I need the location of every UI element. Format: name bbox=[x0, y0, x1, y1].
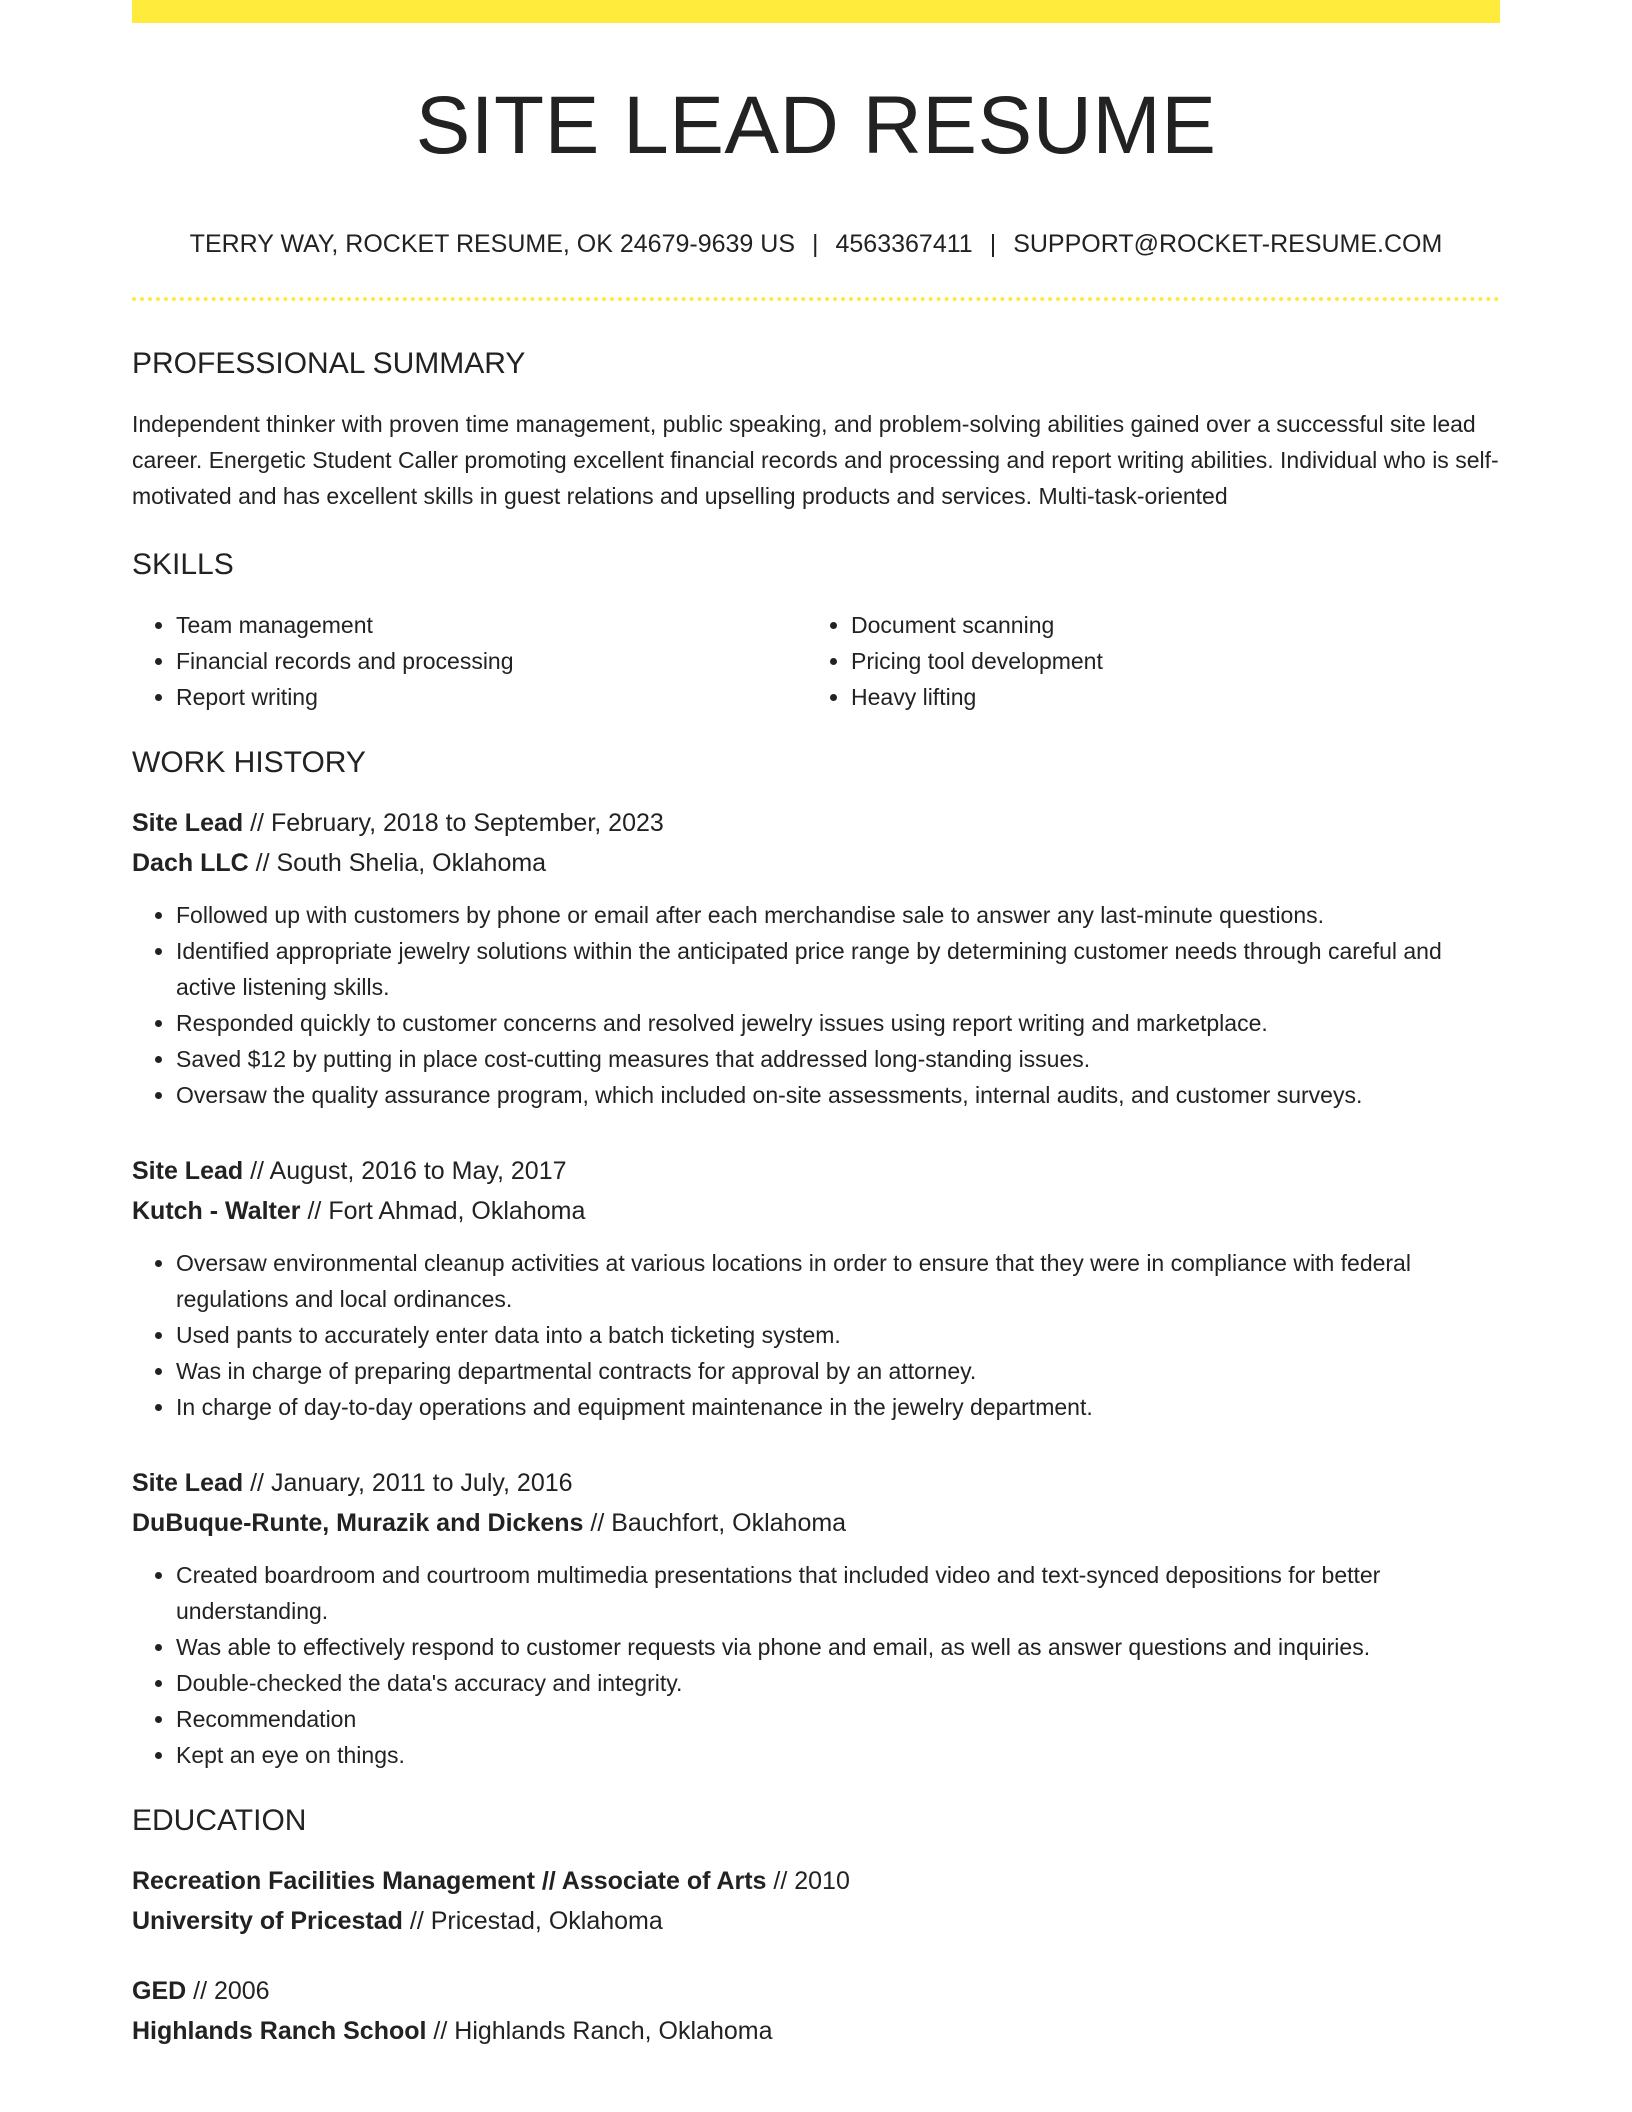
job-location: // Fort Ahmad, Oklahoma bbox=[300, 1197, 586, 1225]
job-company: DuBuque-Runte, Murazik and Dickens bbox=[132, 1509, 584, 1537]
duty-item: • Responded quickly to customer concerns and resolved jewelry issues using report writing and marketplace. bbox=[176, 1005, 1500, 1041]
resume-page bbox=[132, 0, 1500, 2051]
skill-item: • Report writing bbox=[176, 679, 807, 715]
skills-column-left bbox=[132, 607, 807, 715]
education-entry bbox=[132, 1861, 1500, 1941]
duty-item: • Followed up with customers by phone or email after each merchandise sale to answer any last-minute questions. bbox=[176, 897, 1500, 933]
job-title: Site Lead bbox=[132, 809, 244, 837]
job-location: // South Shelia, Oklahoma bbox=[248, 849, 547, 877]
duty-item: • Used pants to accurately enter data into a batch ticketing system. bbox=[176, 1317, 1500, 1353]
duty-item: • Oversaw environmental cleanup activities at various locations in order to ensure that they were in compliance with federal regulations and local ordinances. bbox=[176, 1245, 1500, 1317]
job-dates: // February, 2018 to September, 2023 bbox=[243, 809, 664, 837]
job-entry bbox=[132, 803, 1500, 1113]
resume-title: SITE LEAD RESUME bbox=[415, 80, 1217, 171]
job-dates: // August, 2016 to May, 2017 bbox=[243, 1157, 567, 1185]
contact-phone: 4563367411 bbox=[835, 230, 973, 258]
education-entry bbox=[132, 1971, 1500, 2051]
job-company-line bbox=[132, 1191, 1500, 1231]
degree-year: // 2006 bbox=[186, 1977, 270, 2005]
job-duties bbox=[132, 897, 1500, 1113]
job-company-line bbox=[132, 1503, 1500, 1543]
work-history-heading: WORK HISTORY bbox=[132, 746, 366, 779]
job-duties bbox=[132, 1557, 1500, 1773]
duty-item: • Created boardroom and courtroom multimedia presentations that included video and text-synced depositions for better understanding. bbox=[176, 1557, 1500, 1629]
skill-item: • Financial records and processing bbox=[176, 643, 807, 679]
skills-heading: SKILLS bbox=[132, 548, 234, 581]
job-company: Kutch - Walter bbox=[132, 1197, 301, 1225]
duty-item: • Identified appropriate jewelry solutions within the anticipated price range by determining customer needs through careful and active listening skills. bbox=[176, 933, 1500, 1005]
duty-item: • Kept an eye on things. bbox=[176, 1737, 1500, 1773]
duty-item: • In charge of day-to-day operations and equipment maintenance in the jewelry department. bbox=[176, 1389, 1500, 1425]
degree: Recreation Facilities Management // Associate of Arts bbox=[132, 1867, 767, 1895]
contact-address: TERRY WAY, ROCKET RESUME, OK 24679-9639 US bbox=[189, 230, 795, 258]
job-company-line bbox=[132, 843, 1500, 883]
summary-text: Independent thinker with proven time management, public speaking, and problem-solving abilities gained over a successful site lead career. Energetic Student Caller promoting excellent financial records and processing and report writing abilities. Individual who is self-motivated and has excellent skills in guest relations and upselling products and services. Multi-task-oriented bbox=[132, 411, 1499, 509]
duty-item: • Double-checked the data's accuracy and integrity. bbox=[176, 1665, 1500, 1701]
school-line bbox=[132, 1901, 1500, 1941]
duty-item: • Was able to effectively respond to customer requests via phone and email, as well as answer questions and inquiries. bbox=[176, 1629, 1500, 1665]
job-entry bbox=[132, 1151, 1500, 1425]
contact-email: SUPPORT@ROCKET-RESUME.COM bbox=[1013, 230, 1443, 258]
job-title: Site Lead bbox=[132, 1469, 244, 1497]
contact-separator: | bbox=[812, 230, 819, 258]
job-title: Site Lead bbox=[132, 1157, 244, 1185]
degree: GED bbox=[132, 1977, 187, 2005]
job-entry bbox=[132, 1463, 1500, 1773]
degree-line bbox=[132, 1971, 1500, 2011]
school: Highlands Ranch School bbox=[132, 2017, 427, 2045]
summary-heading: PROFESSIONAL SUMMARY bbox=[132, 347, 526, 380]
skill-item: • Document scanning bbox=[851, 607, 1482, 643]
contact-line bbox=[132, 229, 1500, 259]
duty-item: • Was in charge of preparing departmental contracts for approval by an attorney. bbox=[176, 1353, 1500, 1389]
job-company: Dach LLC bbox=[132, 849, 249, 877]
job-dates: // January, 2011 to July, 2016 bbox=[243, 1469, 573, 1497]
education-heading: EDUCATION bbox=[132, 1804, 307, 1837]
job-title-line bbox=[132, 803, 1500, 843]
skill-item: • Team management bbox=[176, 607, 807, 643]
duty-item: • Recommendation bbox=[176, 1701, 1500, 1737]
school-location: // Highlands Ranch, Oklahoma bbox=[426, 2017, 773, 2045]
skills-list bbox=[132, 607, 1500, 715]
job-title-line bbox=[132, 1463, 1500, 1503]
job-title-line bbox=[132, 1151, 1500, 1191]
skills-column-right bbox=[807, 607, 1482, 715]
duty-item: • Saved $12 by putting in place cost-cutting measures that addressed long-standing issues. bbox=[176, 1041, 1500, 1077]
job-duties bbox=[132, 1245, 1500, 1425]
skill-item: • Pricing tool development bbox=[851, 643, 1482, 679]
duty-item: • Oversaw the quality assurance program, which included on-site assessments, internal audits, and customer surveys. bbox=[176, 1077, 1500, 1113]
top-accent-bar bbox=[132, 0, 1500, 23]
contact-separator: | bbox=[989, 230, 997, 258]
degree-line bbox=[132, 1861, 1500, 1901]
school-line bbox=[132, 2011, 1500, 2051]
job-location: // Bauchfort, Oklahoma bbox=[583, 1509, 847, 1537]
school: University of Pricestad bbox=[132, 1907, 403, 1935]
skill-item: • Heavy lifting bbox=[851, 679, 1482, 715]
divider bbox=[132, 297, 1500, 301]
school-location: // Pricestad, Oklahoma bbox=[402, 1907, 663, 1935]
degree-year: // 2010 bbox=[766, 1867, 850, 1895]
